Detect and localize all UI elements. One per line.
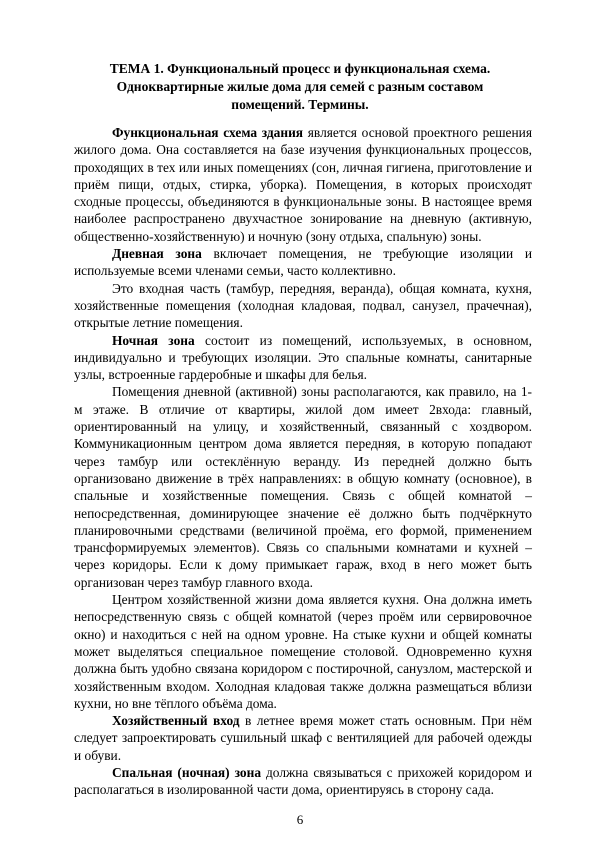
paragraph-text: в летнее время может стать основным. При нём следует запроектировать сушильный шкаф с вентиляцией для рабочей одежды и обуви. <box>74 713 532 763</box>
term: Ночная зона <box>112 332 195 348</box>
paragraph <box>74 245 532 280</box>
paragraph <box>74 332 532 384</box>
paragraph <box>74 591 532 712</box>
page-number: 6 <box>296 812 304 827</box>
paragraph <box>74 124 532 245</box>
paragraph <box>74 712 532 764</box>
term: Функциональная схема здания <box>112 125 304 140</box>
paragraph-text: Это входная часть (тамбур, передняя, веранда), общая комната, кухня, хозяйственные помещения (холодная кладовая, подвал, санузел, прачечная), открытые летние помещения. <box>74 280 532 331</box>
paragraph-text: Центром хозяйственной жизни дома является кухня. Она должна иметь непосредственную связь с общей комнатой (через проём или сервировочное окно) и находиться с ней на одном уровне. На стыке кухни и общей комнаты может выделяться специальное помещение столовой. Одновременно кухня должна быть удобно связана коридором с постирочной, санузлом, мастерской и хозяйственным входом. Холодная кладовая также должна размещаться вблизи кухни, но вне тёплого объёма дома. <box>74 592 532 711</box>
paragraph <box>74 383 532 591</box>
paragraph-text: является основой проектного решения жилого дома. Она составляется на базе изучения функциональных процессов, проходящих в тех или иных помещениях (сон, личная гигиена, приготовление и приём пищи, отдых, стирка, уборка). Помещения, в которых происходят сходные процессы, объединяются в функциональные зоны. В настоящее время наиболее распространено двухчастное зонирование на дневную (активную, общественно-хозяйственную) и ночную (зону отдыха, спальную) зоны. <box>74 125 532 244</box>
paragraph <box>74 280 532 332</box>
paragraph-text: состоит из помещений, используемых, в основном, индивидуально и требующих изоляции. Это спальные комнаты, санитарные узлы, встроенные гардеробные и шкафы для белья. <box>74 332 532 383</box>
page-title: ТЕМА 1. Функциональный процесс и функциональная схема. Одноквартирные жилые дома для семей с разным составом помещений. Термины. <box>109 61 491 112</box>
paragraph-text: Помещения дневной (активной) зоны располагаются, как правило, на 1-м этаже. В отличие от квартиры, жилой дом имеет 2входа: главный, ориентированный на улицу, и хозяйственный, связанный с хоздвором. Коммуникационным центром дома является передняя, в которую попадают через тамбур или остеклённую веранду. Из передней должно быть организовано движение в трёх направлениях: в общую комнату (основное), в спальные и хозяйственные помещения. Связь с общей комнатой – непосредственная, доминирующее значение её должно быть подчёркнуто планировочными средствами (величиной проёма, его формой, применением трансформируемых элементов). Связь со спальными комнатами и кухней –через коридоры. Если к дому примыкает гараж, вход в него может быть организован через тамбур главного входа. <box>74 384 532 590</box>
paragraph-text: должна связываться с прихожей коридором и располагаться в изолированной части дома, ориентируясь в сторону сада. <box>74 764 532 798</box>
paragraph-text: включает помещения, не требующие изоляции и используемые всеми членами семьи, часто коллективно. <box>74 246 532 279</box>
term: Хозяйственный вход <box>112 713 240 729</box>
paragraph <box>74 764 532 799</box>
term: Спальная (ночная) зона <box>112 764 262 780</box>
term: Дневная зона <box>112 246 202 262</box>
document-body <box>74 124 532 799</box>
